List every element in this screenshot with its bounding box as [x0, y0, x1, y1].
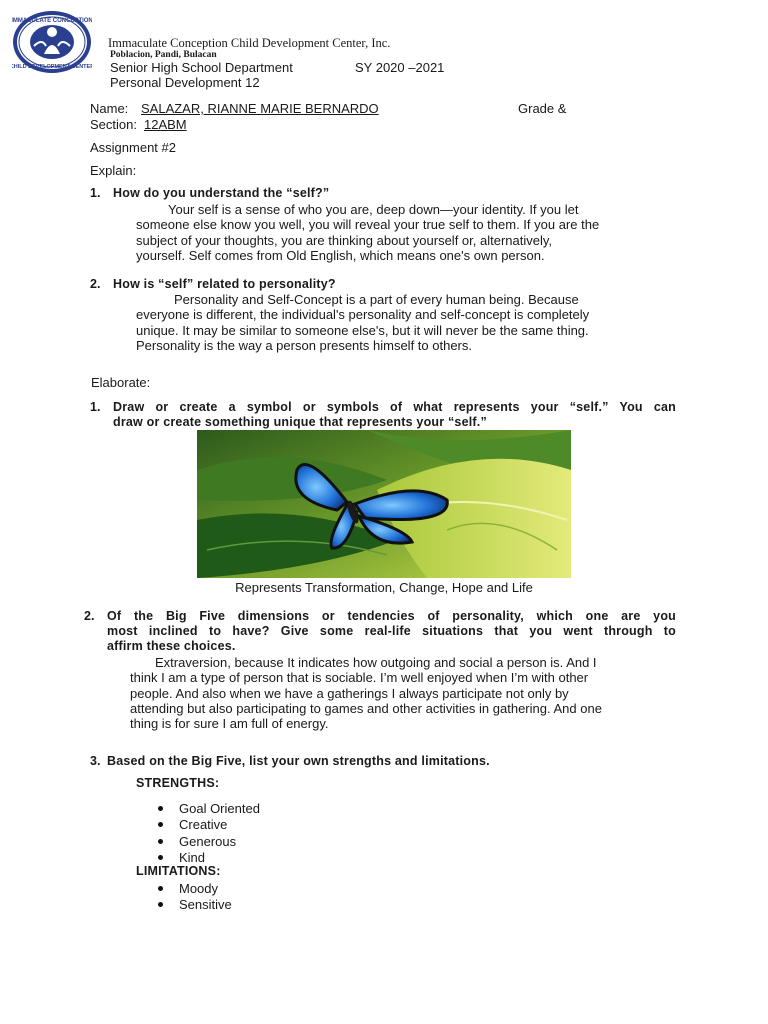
explain-q2-number: 2.: [90, 277, 101, 291]
assignment-title: Assignment #2: [90, 140, 176, 155]
elaborate-q1-question: [113, 400, 676, 430]
answer-line: yourself. Self comes from Old English, which means one's own person.: [136, 247, 545, 263]
section-value: 12ABM: [144, 117, 187, 132]
bullet-icon: [158, 822, 163, 827]
explain-q1-answer: [136, 202, 676, 263]
department: Senior High School Department: [110, 60, 293, 75]
list-item: Moody: [158, 881, 232, 897]
school-year: SY 2020 –2021: [355, 60, 445, 75]
bullet-icon: [158, 886, 163, 891]
question-line: Draw or create a symbol or symbols of what represents your “self.” You can: [113, 400, 676, 414]
explain-q2-answer: [136, 292, 676, 353]
list-item: Generous: [158, 834, 260, 850]
question-line: draw or create something unique that represents your “self.”: [113, 415, 487, 429]
answer-line: thing is for sure I am full of energy.: [130, 716, 329, 732]
answer-line: someone else know you well, you will reveal your true self to them. If you are the: [136, 217, 600, 233]
answer-line: think I am a type of person that is sociable. I’m well enjoyed when I’m with other: [130, 670, 589, 686]
list-item: Creative: [158, 817, 260, 833]
answer-line: Extraversion, because It indicates how outgoing and social a person is. And I: [155, 655, 597, 670]
limitations-list: [158, 881, 232, 914]
bullet-icon: [158, 839, 163, 844]
answer-line: people. And also when we have a gatherings I always participate not only by: [130, 685, 569, 701]
strengths-label: STRENGTHS:: [136, 776, 220, 790]
limitations-label: LIMITATIONS:: [136, 864, 221, 878]
bullet-icon: [158, 806, 163, 811]
section-label: Section:: [90, 117, 137, 132]
grade-label: Grade &: [518, 101, 567, 116]
elaborate-heading: Elaborate:: [91, 375, 151, 390]
elaborate-q2-question: [107, 609, 676, 654]
bullet-icon: [158, 855, 163, 860]
explain-q2-question: How is “self” related to personality?: [113, 277, 336, 291]
explain-heading: Explain:: [90, 163, 137, 178]
answer-line: Personality is the way a person presents himself to others.: [136, 337, 472, 353]
butterfly-on-leaves-photo: [197, 430, 571, 578]
explain-q1-number: 1.: [90, 186, 101, 200]
answer-line: Personality and Self-Concept is a part of every human being. Because: [174, 292, 579, 307]
bullet-icon: [158, 902, 163, 907]
name-label: Name:: [90, 101, 129, 116]
answer-line: subject of your thoughts, you are thinking about yourself or, alternatively,: [136, 232, 552, 248]
strengths-list: [158, 801, 260, 866]
question-line: affirm these choices.: [107, 639, 236, 653]
elaborate-q2-number: 2.: [84, 609, 95, 623]
svg-text:IMMACULATE CONCEPTION: IMMACULATE CONCEPTION: [12, 18, 92, 24]
image-caption: Represents Transformation, Change, Hope and Life: [235, 580, 533, 595]
answer-line: unique. It may be similar to someone else's, but it will never be the same thing.: [136, 322, 589, 338]
school-name: Immaculate Conception Child Development Center, Inc.: [108, 36, 391, 50]
question-line: Of the Big Five dimensions or tendencies of personality, which one are you: [107, 609, 676, 623]
list-item: Sensitive: [158, 897, 232, 913]
answer-line: everyone is different, the individual's personality and self-concept is completely: [136, 307, 590, 323]
list-item: Goal Oriented: [158, 801, 260, 817]
school-address: Poblacion, Pandi, Bulacan: [110, 50, 217, 60]
answer-line: attending but also participating to games and other activities in gathering. And one: [130, 700, 602, 716]
elaborate-q3-question: Based on the Big Five, list your own strengths and limitations.: [107, 754, 490, 768]
school-seal-icon: [12, 10, 92, 74]
svg-text:CHILD DEVELOPMENT CENTER: CHILD DEVELOPMENT CENTER: [12, 64, 92, 70]
name-value: SALAZAR, RIANNE MARIE BERNARDO: [141, 101, 379, 116]
elaborate-q3-number: 3.: [90, 754, 101, 768]
list-item: Kind: [158, 850, 260, 866]
elaborate-q2-answer: [130, 655, 676, 731]
answer-line: Your self is a sense of who you are, deep down—your identity. If you let: [168, 202, 579, 217]
elaborate-q1-number: 1.: [90, 400, 101, 414]
subject: Personal Development 12: [110, 75, 260, 90]
explain-q1-question: How do you understand the “self?”: [113, 186, 330, 200]
question-line: most inclined to have? Give some real-life situations that you went through to: [107, 624, 676, 638]
